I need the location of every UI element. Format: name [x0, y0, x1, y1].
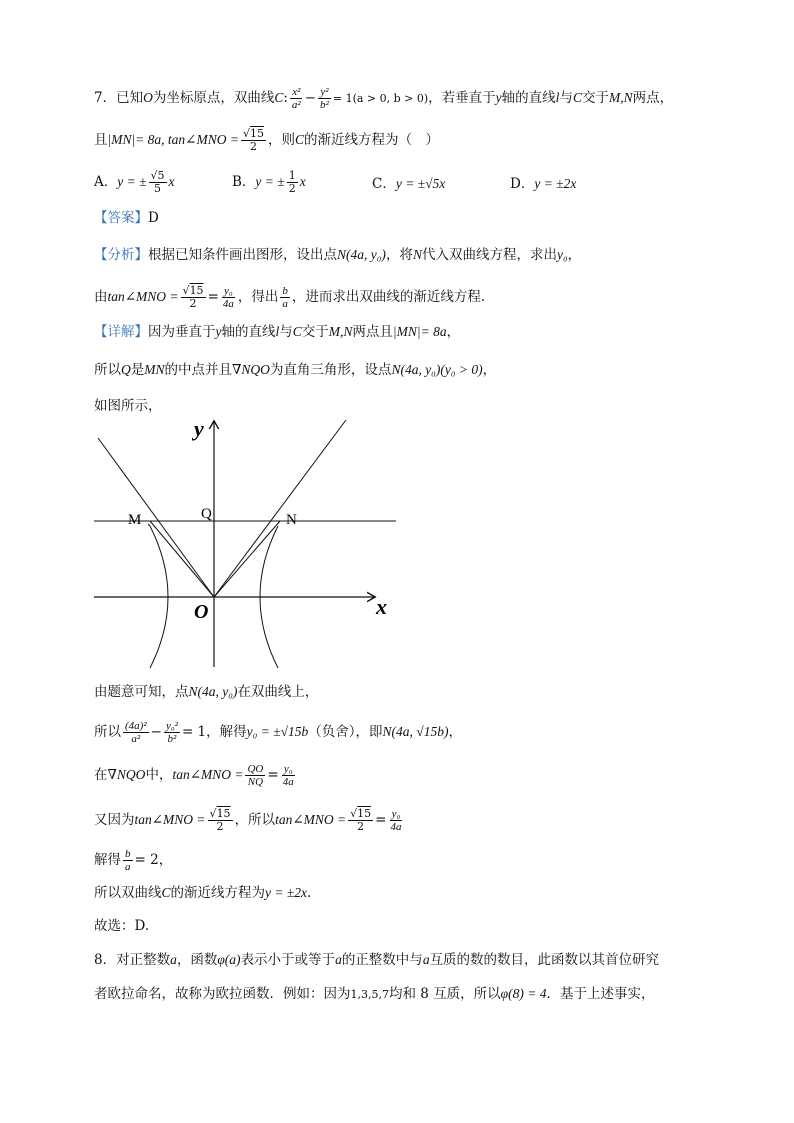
- frac-y2-b2: $\frac{\text{y²}}{\text{b²}}$: [320, 86, 329, 111]
- q7-line-1: 7．已知O为坐标原点，双曲线C: $\frac{\text{x²}}{\text{a²}}$ − $\frac{\text{y²}}{\text{b²}}$ = 1(a > 0, b > 0)，若垂直于y轴的直线l与C交于M,N两点，: [94, 86, 674, 111]
- option-a: A．y = ± $\frac{√5}{5}$ x: [94, 169, 175, 195]
- analysis-line-2: 由tan∠MNO = $\frac{√15}{2}$ = $\frac{\text{y₀}}{4a}$ ，得出 $\frac{b}{a}$ ，进而求出双曲线的渐近线方程.: [94, 284, 486, 310]
- analysis-line-1: 【分析】根据已知条件画出图形，设出点N(4a, y₀)，将N代入双曲线方程，求出y₀，: [94, 247, 582, 263]
- option-b: B．y = ± $\frac{1}{2}$ x: [232, 169, 306, 195]
- q8-line-1: 8．对正整数a，函数φ(a)表示小于或等于a的正整数中与a互质的数的数目，此函数以其首位研究: [94, 952, 660, 968]
- answer-line: 【答案】D: [94, 210, 159, 226]
- detail-line-3: 如图所示，: [94, 398, 162, 414]
- detail-line-5: 所以 $\frac{\text{(4a)²}}{\text{a²}}$ − $\frac{\text{y₀²}}{\text{b²}}$ = 1，解得y₀ = ±√15b（负舍），即N(4a, √15b)，: [94, 720, 462, 745]
- label-M: M: [128, 512, 142, 528]
- detail-line-1: 【详解】因为垂直于y轴的直线l与C交于M,N两点且|MN|= 8a，: [94, 324, 461, 340]
- label-y: y: [194, 416, 204, 441]
- frac-sqrt15-2: $\frac{√15}{2}$: [242, 127, 264, 153]
- q7-line-2: 且|MN|= 8a, tan∠MNO = $\frac{√15}{2}$ ，则C的渐近线方程为（ ）: [94, 127, 439, 153]
- detail-line-8: 解得 $\frac{b}{a}$ = 2，: [94, 848, 173, 873]
- detail-line-2: 所以Q是MN的中点并且∇NQO为直角三角形，设点N(4a, y₀)(y₀ > 0)，: [94, 362, 497, 378]
- asymptote-right: [214, 420, 346, 597]
- segment-ON: [214, 521, 280, 597]
- option-c: C．y = ±√5x: [372, 176, 446, 192]
- hyperbola-left-branch: [148, 524, 168, 668]
- segment-OM: [150, 521, 214, 597]
- label-Q: Q: [201, 506, 212, 522]
- label-O: O: [194, 601, 209, 623]
- label-x: x: [376, 594, 387, 619]
- q8-line-2: 者欧拉命名，故称为欧拉函数．例如：因为1,3,5,7均和 8 互质，所以φ(8) = 4．基于上述事实，: [94, 986, 655, 1002]
- detail-line-7: 又因为tan∠MNO = $\frac{√15}{2}$ ，所以tan∠MNO = $\frac{√15}{2}$ = $\frac{\text{y₀}}{4a}$: [94, 807, 402, 833]
- detail-line-6: 在∇NQO中，tan∠MNO = $\frac{QO}{NQ}$ = $\frac{\text{y₀}}{4a}$: [94, 763, 294, 788]
- asymptote-left: [98, 438, 214, 597]
- detail-line-10: 故选：D.: [94, 918, 150, 934]
- option-d: D．y = ±2x: [510, 176, 577, 192]
- frac-x2-a2: $\frac{\text{x²}}{\text{a²}}$: [291, 86, 301, 111]
- hyperbola-figure: [90, 412, 400, 674]
- label-N: N: [286, 512, 297, 528]
- detail-line-4: 由题意可知，点N(4a, y₀)在双曲线上，: [94, 684, 319, 700]
- detail-line-9: 所以双曲线C的渐近线方程为y = ±2x.: [94, 885, 312, 901]
